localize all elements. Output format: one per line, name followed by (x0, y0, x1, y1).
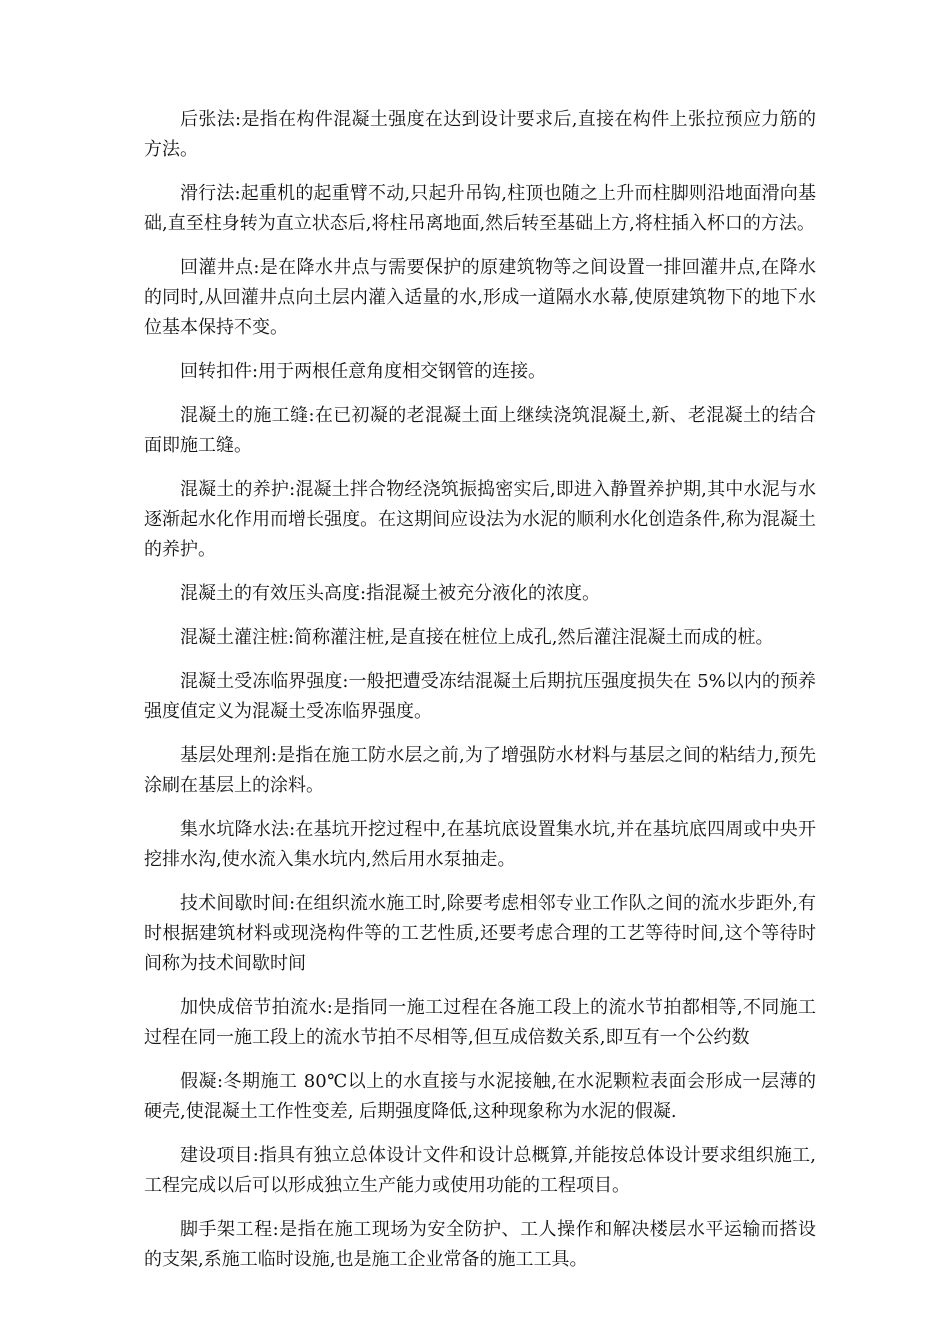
term-paragraph-jiansheixiangmu: 建设项目:指具有独立总体设计文件和设计总概算,并能按总体设计要求组织施工,工程完成以后可以形成独立生产能力或使用功能的工程项目。 (144, 1145, 816, 1196)
term-paragraph-shigongfeng: 混凝土的施工缝:在已初凝的老混凝土面上继续浇筑混凝土,新、老混凝土的结合面即施工缝。 (144, 405, 816, 456)
term-paragraph-jishujianxieshijian: 技术间歇时间:在组织流水施工时,除要考虑相邻专业工作队之间的流水步距外,有时根据建筑材料或现浇构件等的工艺性质,还要考虑合理的工艺等待时间,这个等待时间称为技术间歇时间 (144, 893, 816, 974)
document-page (144, 105, 816, 1289)
term-paragraph-jianing: 假凝:冬期施工 80℃以上的水直接与水泥接触,在水泥颗粒表面会形成一层薄的硬壳,使混凝土工作性变差, 后期强度降低,这种现象称为水泥的假凝. (144, 1071, 816, 1122)
term-paragraph-chengbeijiepailiushui: 加快成倍节拍流水:是指同一施工过程在各施工段上的流水节拍都相等,不同施工过程在同一施工段上的流水节拍不尽相等,但互成倍数关系,即互有一个公约数 (144, 997, 816, 1048)
term-paragraph-jicengchuliji: 基层处理剂:是指在施工防水层之前,为了增强防水材料与基层之间的粘结力,预先涂刷在基层上的涂料。 (144, 745, 816, 796)
term-paragraph-yanghu: 混凝土的养护:混凝土拌合物经浇筑振捣密实后,即进入静置养护期,其中水泥与水逐渐起水化作用而增长强度。在这期间应设法为水泥的顺利水化创造条件,称为混凝土的养护。 (144, 479, 816, 560)
term-paragraph-huaxingfa: 滑行法:起重机的起重臂不动,只起升吊钩,柱顶也随之上升而柱脚则沿地面滑向基础,直至柱身转为直立状态后,将柱吊离地面,然后转至基础上方,将柱插入杯口的方法。 (144, 183, 816, 234)
term-paragraph-houzhangfa: 后张法:是指在构件混凝土强度在达到设计要求后,直接在构件上张拉预应力筋的方法。 (144, 109, 816, 160)
term-paragraph-jiaoshoujiagongcheng: 脚手架工程:是指在施工现场为安全防护、工人操作和解决楼层水平运输而搭设的支架,系施工临时设施,也是施工企业常备的施工工具。 (144, 1219, 816, 1270)
term-paragraph-huiguanjingdian: 回灌井点:是在降水井点与需要保护的原建筑物等之间设置一排回灌井点,在降水的同时,从回灌井点向土层内灌入适量的水,形成一道隔水水幕,使原建筑物下的地下水位基本保持不变。 (144, 257, 816, 338)
term-paragraph-guanzhuzhuang: 混凝土灌注桩:简称灌注桩,是直接在桩位上成孔,然后灌注混凝土而成的桩。 (180, 627, 774, 648)
term-paragraph-shoudonglinjieqiangdu: 混凝土受冻临界强度:一般把遭受冻结混凝土后期抗压强度损失在 5%以内的预养强度值定义为混凝土受冻临界强度。 (144, 671, 816, 722)
term-paragraph-huizhuankoujian: 回转扣件:用于两根任意角度相交钢管的连接。 (180, 361, 547, 382)
term-paragraph-jishuikengjiangshuifa: 集水坑降水法:在基坑开挖过程中,在基坑底设置集水坑,并在基坑底四周或中央开挖排水沟,使水流入集水坑内,然后用水泵抽走。 (144, 819, 816, 870)
term-paragraph-youxiaoyatougaodu: 混凝土的有效压头高度:指混凝土被充分液化的浓度。 (180, 583, 601, 604)
